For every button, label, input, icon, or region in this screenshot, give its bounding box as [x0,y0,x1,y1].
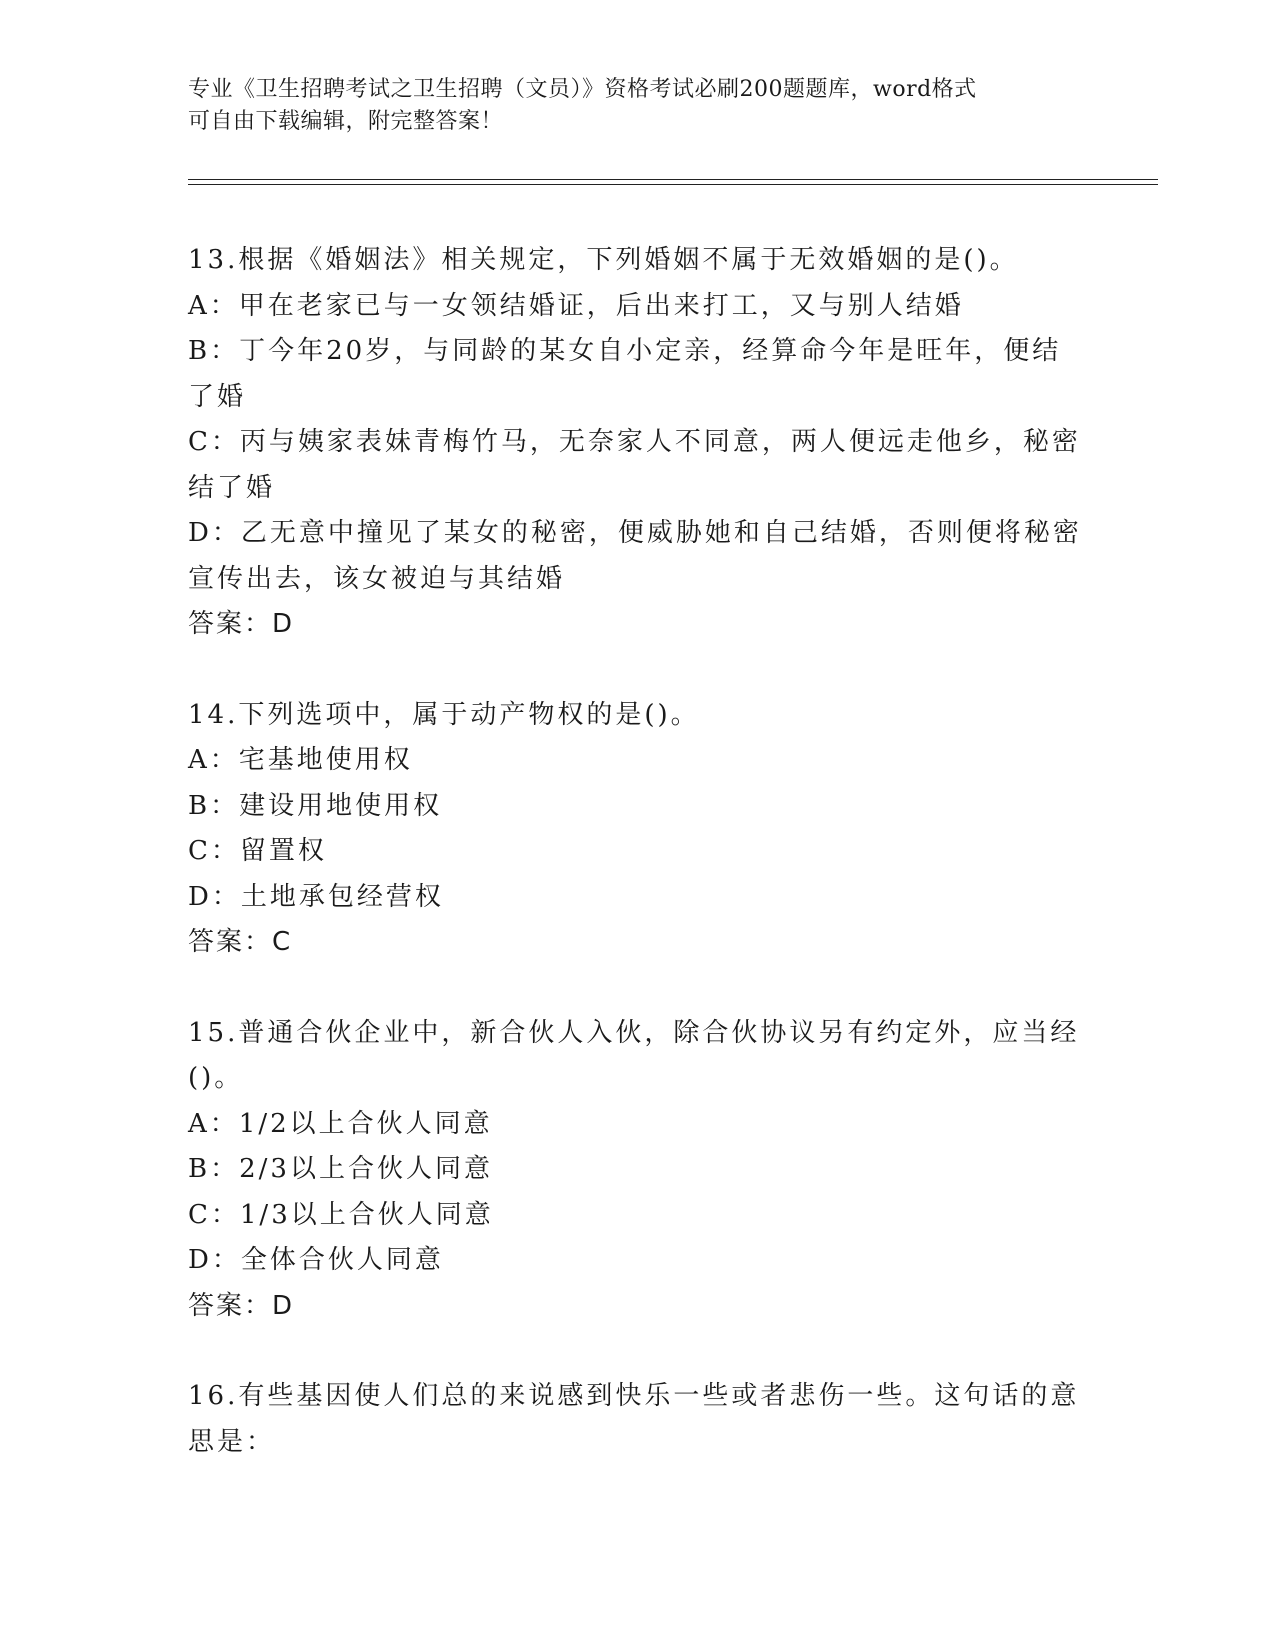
question-16 [188,1374,1088,1465]
header-divider-top [188,179,1158,180]
question-15 [188,1011,1088,1330]
header-line-2: 可自由下载编辑，附完整答案！ [188,109,504,134]
answer: 答案：D [188,1290,295,1321]
question-stem: 14.下列选项中，属于动产物权的是()。 [188,699,700,730]
option-b: B：建设用地使用权 [188,790,443,821]
option-d: D：土地承包经营权 [188,881,444,912]
option-c: C：1/3以上合伙人同意 [188,1199,494,1230]
header-divider-bottom [188,184,1158,185]
header-line-1: 专业《卫生招聘考试之卫生招聘（文员）》资格考试必刷200题题库，word格式 [188,77,977,102]
option-a: A：宅基地使用权 [188,745,413,775]
document-header [188,74,1088,138]
option-c: C：丙与姨家表妹青梅竹马，无奈家人不同意，两人便远走他乡，秘密结了婚 [188,427,1081,503]
answer: 答案：C [188,927,293,957]
option-d: D：乙无意中撞见了某女的秘密，便威胁她和自己结婚，否则便将秘密宣传出去，该女被迫与其结婚 [188,518,1082,594]
option-b: B：2/3以上合伙人同意 [188,1154,493,1184]
option-d: D：全体合伙人同意 [188,1245,444,1275]
question-stem: 15.普通合伙企业中，新合伙人入伙，除合伙协议另有约定外，应当经()。 [188,1017,1080,1093]
question-14 [188,693,1088,966]
option-a: A：1/2以上合伙人同意 [188,1108,493,1139]
answer: 答案：D [188,609,295,639]
question-list [188,238,1088,1510]
option-c: C：留置权 [188,836,327,866]
question-stem: 13.根据《婚姻法》相关规定，下列婚姻不属于无效婚姻的是()。 [188,245,1019,275]
option-a: A：甲在老家已与一女领结婚证，后出来打工，又与别人结婚 [188,290,964,321]
option-b: B：丁今年20岁，与同龄的某女自小定亲，经算命今年是旺年，便结了婚 [188,336,1062,412]
question-stem: 16.有些基因使人们总的来说感到快乐一些或者悲伤一些。这句话的意思是： [188,1381,1080,1457]
question-13 [188,238,1088,648]
